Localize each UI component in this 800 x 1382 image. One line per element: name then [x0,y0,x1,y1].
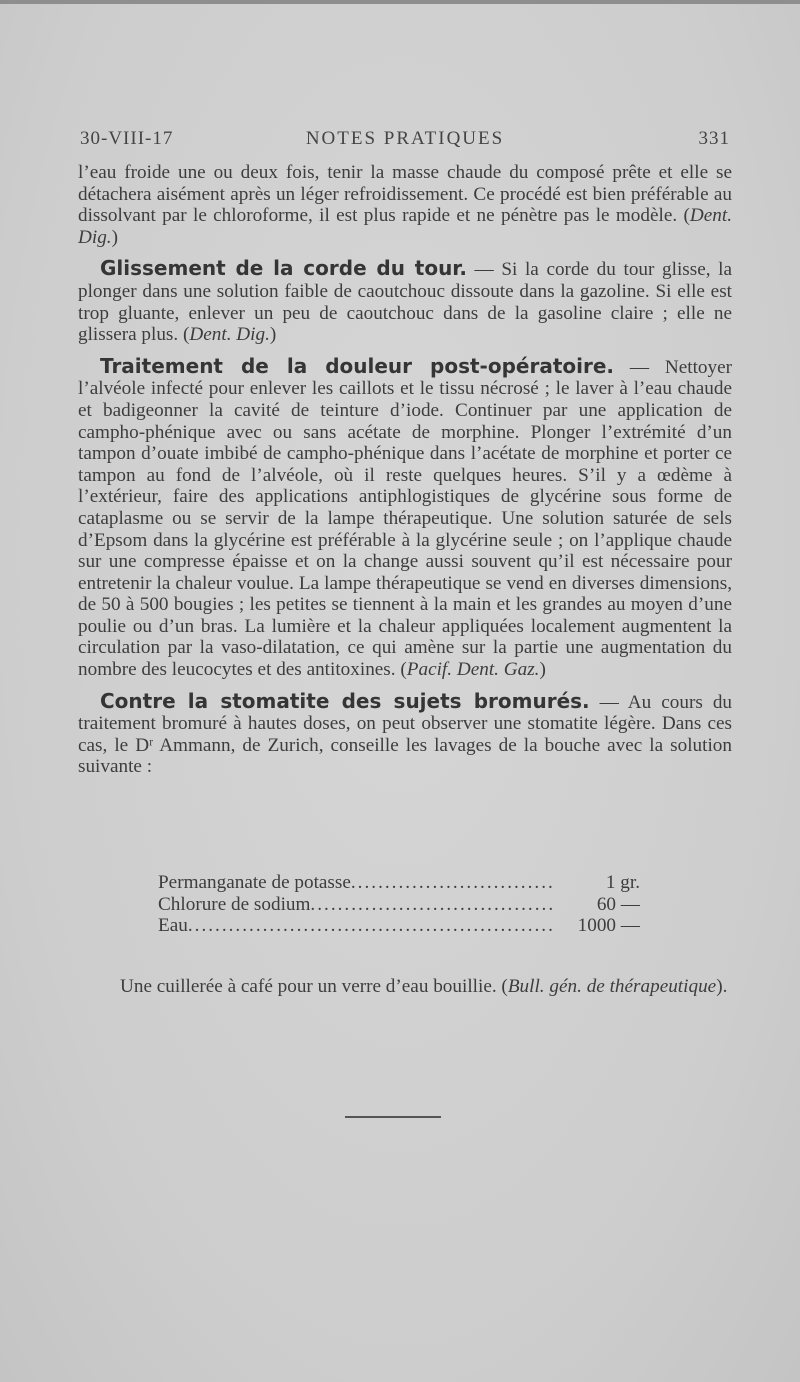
ingredient-name: Chlorure de sodium [158,893,311,915]
ingredient-name: Permanganate de potasse [158,872,351,893]
body-text [78,162,732,778]
section-source: Pacif. Dent. Gaz. [406,659,540,681]
closing-text [78,976,732,998]
section-text: — Si la corde du tour glisse, la plonger dans une solution faible de caoutchouc dissoute dans la gazoline. Si elle est trop gluante, enlever un peu de caoutchouc dans de la gasoline claire ; elle ne glissera plus. ( [78,259,732,346]
section-heading: Traitement de la douleur post-opératoire. [100,353,615,378]
section-text: — Nettoyer l’alvéole infecté pour enlever les caillots et le tissu nécrosé ; le laver à l’eau chaude et badigeonner la cavité de teinture d’iode. Continuer par une application de campho-phénique avec ou sans acétate de morphine. Plonger l’extrémité d’un tampon d’ouate imbibé de campho-phénique dans l’acétate de morphine et porter ce tampon au fond de l’alvéole, où il reste quelques heures. S’il y a œdème à l’extérieur, faire des applications antiphlogistiques de glycérine sous forme de cataplasme ou se servir de la lampe thérapeutique. Une solution saturée de sels d’Epsom dans la glycérine est préférable à la glycérine seule ; on l’applique chaude sur une compresse épaisse et on la change aussi souvent qu’il est nécessaire pour entretenir la chaleur voulue. La lampe thérapeutique se vend en diverses dimensions, de 50 à 500 bougies ; les petites se tiennent à la main et les grandes au moyen d’une poulie ou d’un bras. La lumière et la chaleur appliquées localement augmentent la circulation par la vaso-dilatation, ce qui amène sur la partie une augmentation du nombre des leucocytes et des antitoxines. ( [78,356,732,681]
closing-close: ). [716,976,728,997]
leader-dots [351,872,552,894]
closing-body: Une cuillerée à café pour un verre d’eau bouillie. ( [120,976,508,997]
intro-close: ) [111,226,118,248]
section-text: — Au cours du traitement bromuré à hautes doses, on peut observer une stomatite légère. Dans ces cas, le Dʳ Ammann, de Zurich, conseille les lavages de la bouche avec la solution suivante : [78,691,733,778]
closing-paragraph [78,976,732,998]
header-date: 30-VIII-17 [80,128,174,149]
section-stomatite [78,688,733,778]
intro-source: Dent. Dig. [78,205,732,248]
formula-row [158,915,640,937]
section-heading: Glissement de la corde du tour. [100,256,467,281]
ingredient-name: Eau [158,915,188,937]
formula-row [158,872,640,894]
leader-dots [188,915,552,937]
intro-paragraph [78,162,732,248]
running-header [80,128,730,154]
ingredient-quantity: 1000 — [577,915,640,937]
header-title: NOTES PRATIQUES [305,128,505,149]
section-source: Dent. Dig. [189,324,270,346]
ingredient-quantity: 60 — [596,893,640,915]
section-douleur [78,353,732,681]
ingredient-quantity: 1 gr. [605,872,640,893]
page-number: 331 [698,128,730,149]
section-heading: Contre la stomatite des sujets bromurés. [100,688,590,713]
formula-row [158,894,640,916]
section-end-rule [345,1116,441,1118]
closing-source: Bull. gén. de thérapeutique [507,976,717,997]
formula-table [158,872,640,937]
section-close: ) [269,324,277,346]
section-close: ) [539,659,546,681]
page-edge [0,0,800,4]
section-corde [78,258,732,345]
intro-text: l’eau froide une ou deux fois, tenir la masse chaude du composé prête et elle se détachera aisément après un léger refroidissement. Ce procédé est bien préférable au dissolvant par le chloroforme, il est plus rapide et ne pénètre pas le modèle. ( [78,162,732,227]
leader-dots [310,894,552,916]
